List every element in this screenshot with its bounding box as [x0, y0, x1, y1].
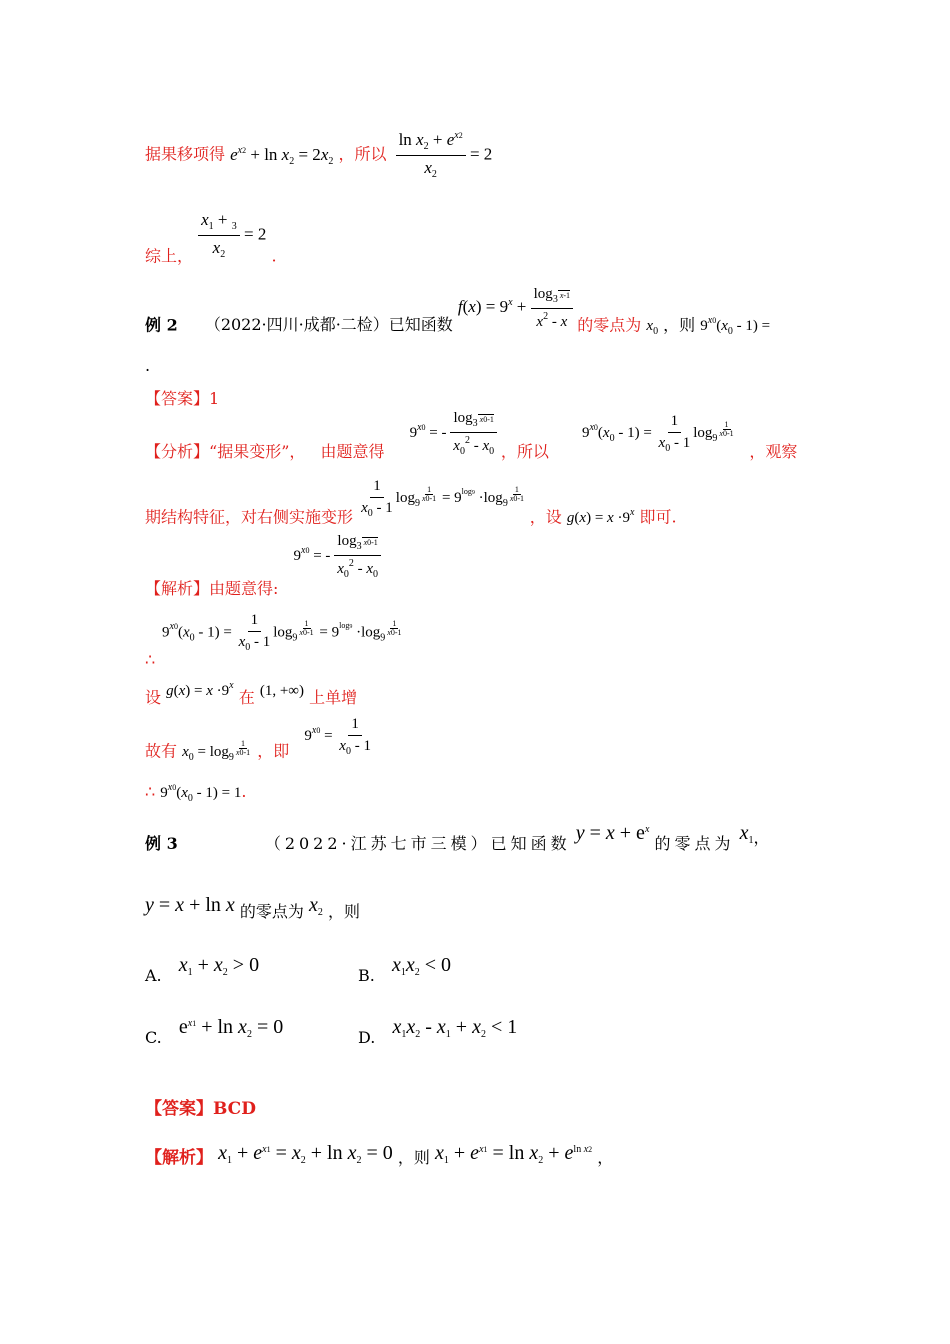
text: 据果移项得	[145, 144, 226, 164]
option-a: A. $x_1 + x_2 > 0$	[145, 954, 260, 985]
text: 由题意得:	[209, 578, 279, 598]
hence: 故有 $x_0 = \log_9$ $\frac{1}{x0-1}$ ，即 $9^{x0}$ = $\frac{1}{x_0 - 1}$	[145, 716, 371, 764]
therefore-1: ∴	[145, 650, 156, 669]
text: 综上，	[145, 246, 194, 266]
text: ，即	[257, 741, 290, 761]
example-3: 例 3 （2022·江苏七市三模）已知函数 $y = x + e^x$ 的零点为 $x_1$，	[145, 822, 770, 853]
text: ，	[597, 1148, 614, 1167]
text: 设	[145, 688, 162, 707]
option-label: B.	[358, 966, 375, 985]
text: ，	[753, 828, 770, 847]
option-b: B. $x_1x_2 < 0$	[358, 954, 451, 985]
option-label: A.	[145, 966, 162, 985]
math-frac-2: $\frac{x_1 + _3}{x_2}$	[198, 210, 240, 260]
text: 【解析】	[145, 1148, 213, 1168]
text: 期结构特征，对右侧实施变形	[145, 507, 354, 527]
option-c: C. $e^{x1} + \ln x_2 = 0$	[145, 1016, 284, 1047]
option-d: D. $x_1x_2 - x_1 + x_2 < 1$	[358, 1016, 518, 1047]
text: .	[241, 782, 247, 801]
example-2: 例 2 （2022·四川·成都·二检）已知函数 $f(x) = 9^x$ + $\frac{\log_3 x-1}{x^2 - x}$ 的零点为 $x_0$ ，则 $9^{x0}(x_0 - 1)$ =	[145, 286, 771, 338]
text: ，则	[397, 1148, 430, 1167]
text: 的零点为	[577, 315, 642, 335]
text: 故有	[145, 741, 178, 761]
answer-tag: 【答案】	[145, 1099, 213, 1119]
text: ，所以	[500, 441, 549, 461]
text: ，则	[663, 315, 696, 335]
analysis-2: 期结构特征，对右侧实施变形 $\frac{1}{x_0 - 1}$ $\log_9$ $\frac{1}{x0-1}$ = $9^{log9} \cdot\log_9$ $\frac{1}{x0-1}$ ，设 $g(x) = x \cdot 9^x$ 即可.	[145, 478, 677, 527]
solution-1: 【解析】由题意得: $9^{x0}$ = - $\frac{\log_3 x0-1}{x_0^2 - x_0}$	[145, 545, 381, 599]
ex2-source: （2022·四川·成都·二检）已知函数	[204, 315, 453, 335]
answer-3	[145, 1094, 256, 1119]
math-fx: $f(x) = 9^x$ + $\frac{\log_3 x-1}{x^2 - x}$	[458, 297, 577, 316]
text: 在	[238, 688, 255, 707]
line-2: 综上， $\frac{x_1 + _3}{x_2}$ = 2 .	[145, 210, 277, 266]
text: ，观察	[749, 441, 798, 461]
ex2-label: 例 2	[145, 315, 178, 335]
solution-eq: $9^{x0}(x_0 - 1)$ = $\frac{1}{x_0 - 1}$ $\log_9$ $\frac{1}{x0-1}$ = $9^{log9} \cdot\log_9$ $\frac{1}{x0-1}$	[162, 612, 402, 654]
ex3-label: 例 3	[145, 834, 178, 853]
answer-tag: 【答案】	[145, 389, 210, 408]
analysis: 【分析】“据果变形”， 由题意得 $9^{x0}$ = - $\frac{\log_3 x0-1}{x_0^2 - x_0}$ ，所以 $9^{x0}(x_0 - 1)$ = $\frac{1}{x_0 - 1}$ $\log_9$ $\frac{1}{x0-1}$ ，观察	[145, 410, 798, 461]
answer-value: 1	[209, 389, 220, 408]
dot: .	[145, 356, 151, 375]
answer-value: BCD	[213, 1099, 256, 1119]
text: 的零点为	[239, 902, 304, 921]
conclusion-1: ∴ $9^{x0}(x_0 - 1) = 1$.	[145, 782, 247, 804]
option-label: C.	[145, 1028, 162, 1047]
text: 上单增	[309, 688, 358, 707]
text: ，则	[327, 902, 360, 921]
line-1: 据果移项得 $e^{x2} + \ln x_2 = 2x_2$ ，所以 $\frac{\ln x_2 + e^{x2}}{x_2}$ = 2	[145, 130, 493, 180]
text: ，所以	[338, 144, 387, 164]
text: “据果变形”，	[209, 441, 306, 461]
example-3-line-2: y = x + ln x 的零点为 $x_2$ ，则	[145, 894, 360, 921]
math-frac-1: $\frac{\ln x_2 + e^{x2}}{x_2}$	[396, 130, 466, 180]
set-g: 设 $g(x) = x \cdot 9^x$ 在 (1, +∞) 上单增	[145, 680, 358, 707]
text: 的零点为	[654, 834, 735, 853]
ex3-source: （2022·江苏七市三模）已知函数	[264, 834, 571, 853]
text: 【分析】	[145, 441, 210, 461]
option-label: D.	[358, 1028, 376, 1047]
text: 即可.	[639, 507, 677, 527]
math-1: $e^{x2} + \ln x_2 = 2x_2$	[230, 144, 334, 167]
answer-1	[145, 386, 219, 409]
solution-3: 【解析】 $x_1 + e^{x1} = x_2 + \ln x_2 = 0$ ，则 $x_1 + e^{x1} = \ln x_2 + e^{ln x2}$ ，	[145, 1142, 614, 1168]
text: 由题意得	[320, 441, 385, 461]
therefore-2: ∴	[145, 782, 156, 801]
text: .	[271, 246, 277, 266]
text: 【解析】	[145, 578, 210, 598]
text: ，设	[529, 507, 562, 527]
